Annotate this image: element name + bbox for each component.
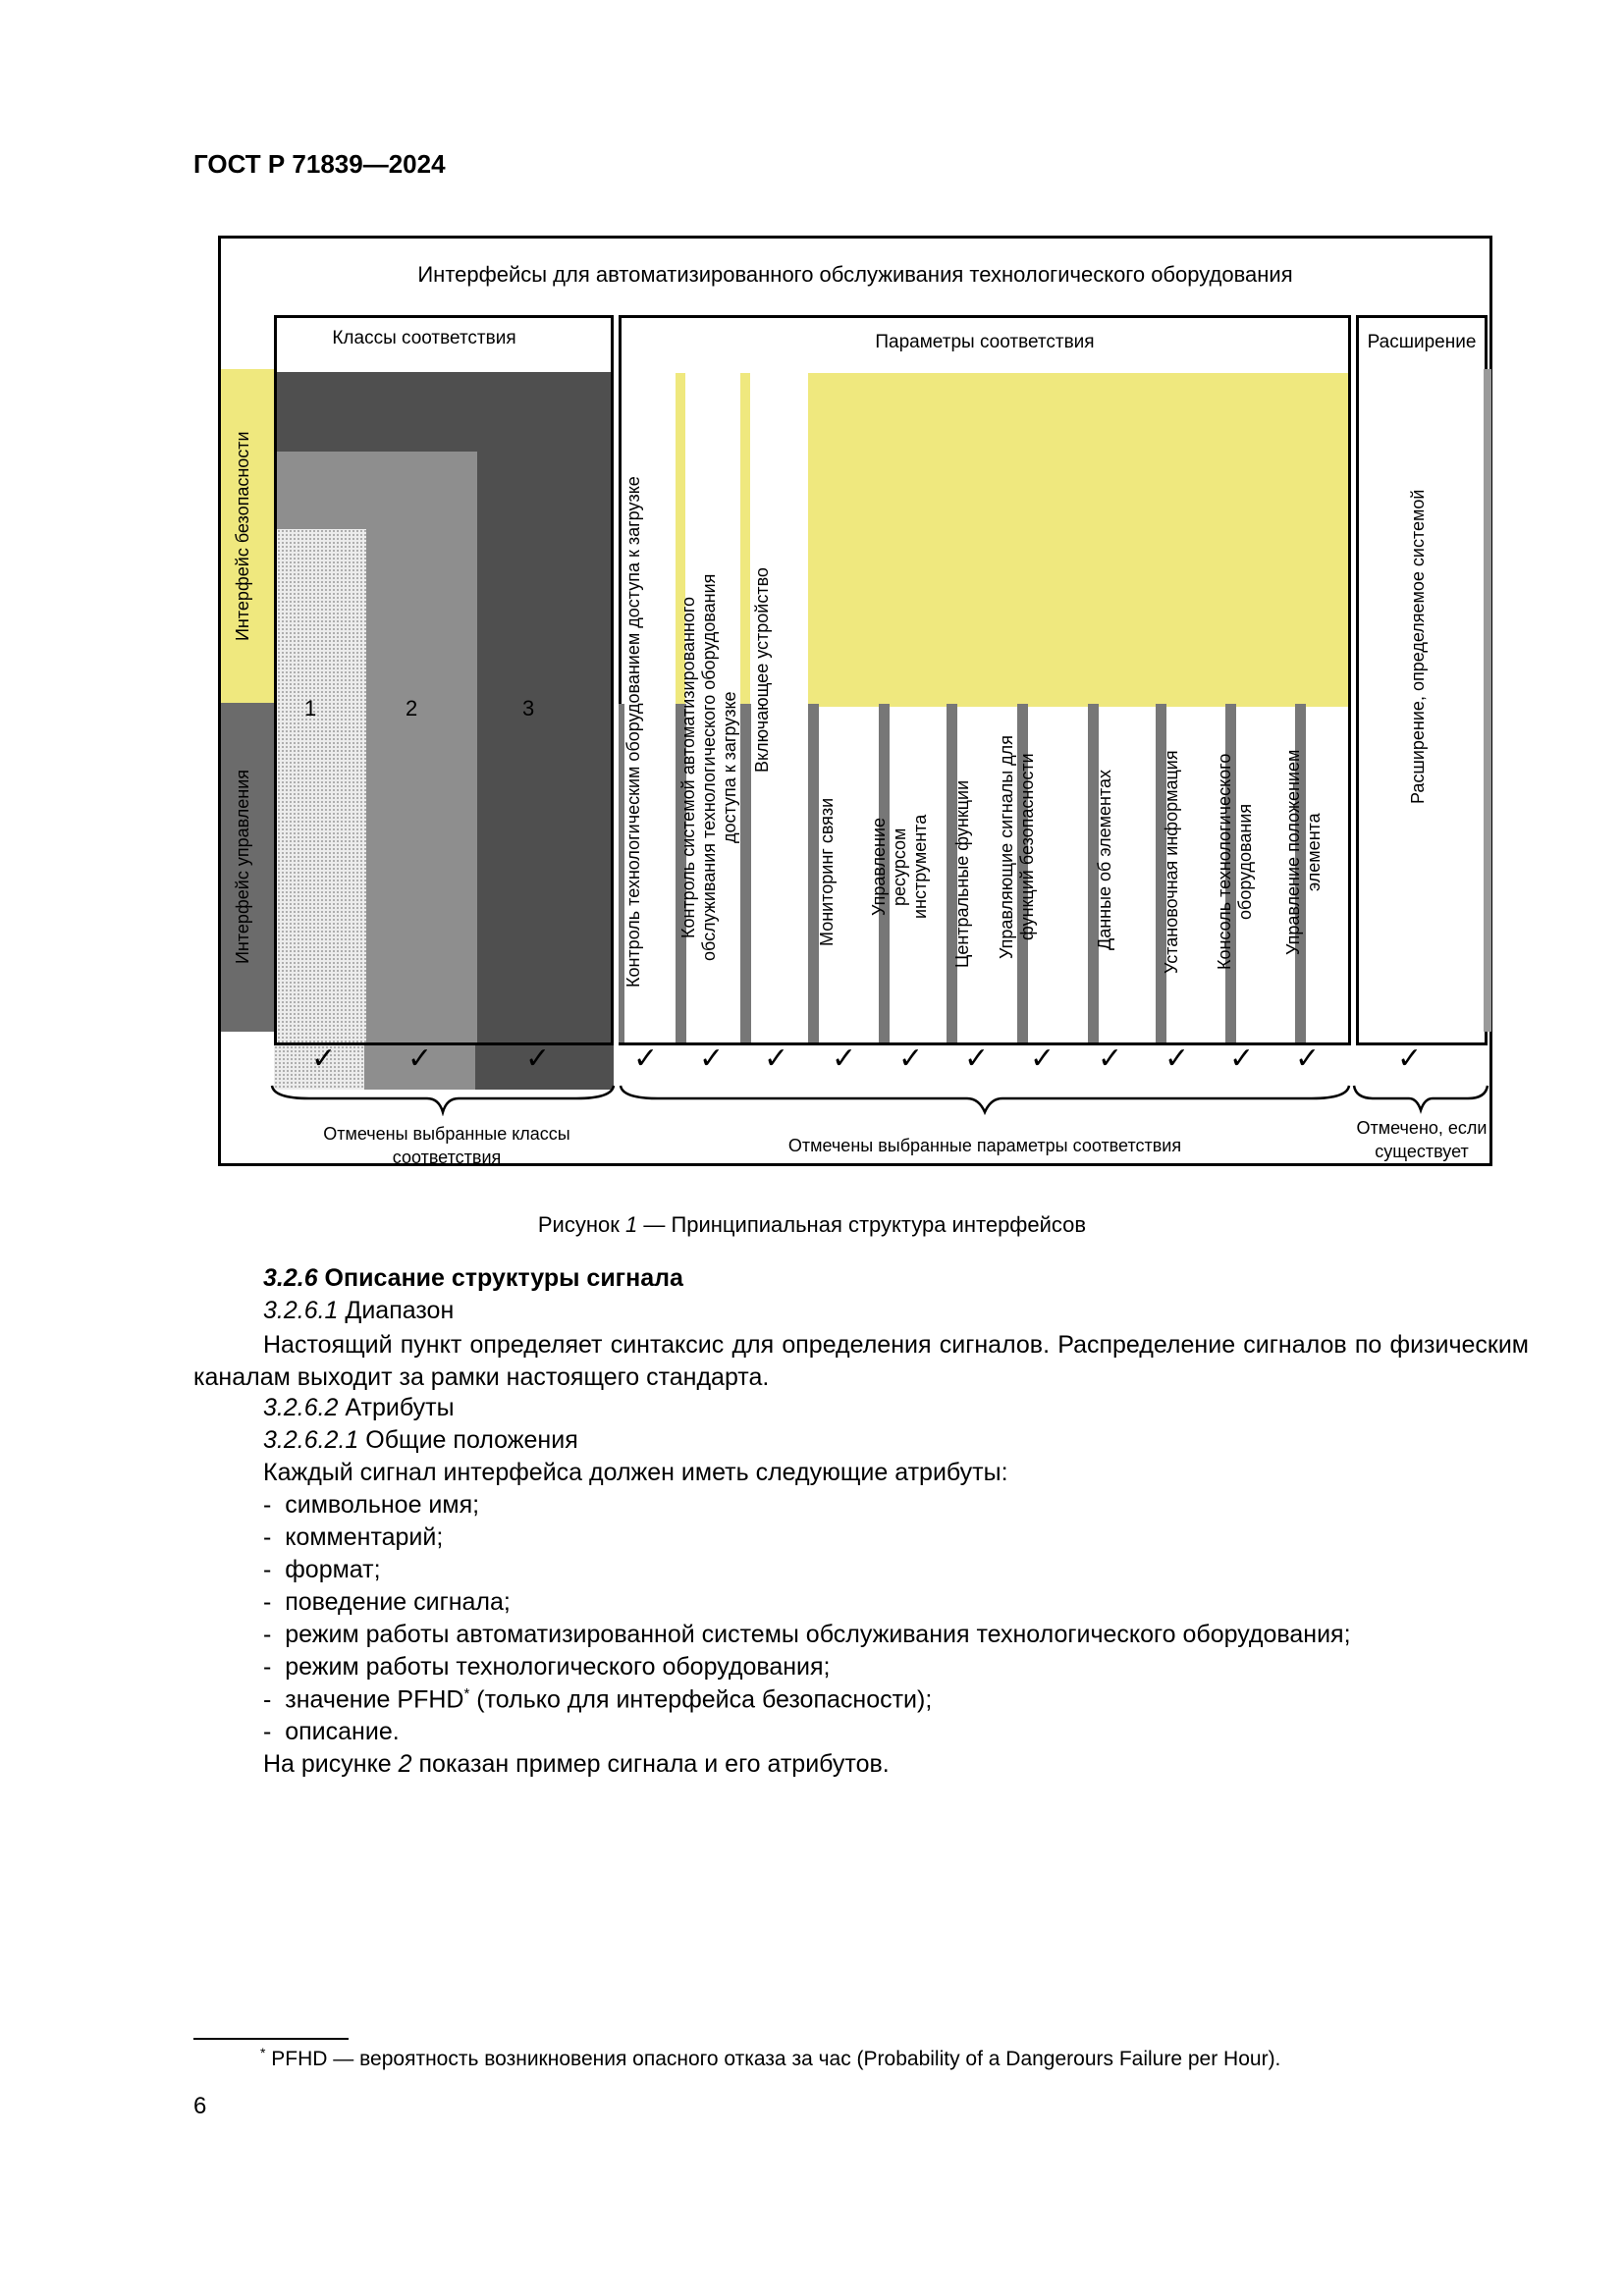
parameters-box-title: Параметры соответствия (875, 332, 1095, 352)
param-label-5: Управление ресурсом инструмента (869, 814, 930, 920)
caption-classes: Отмечены выбранные классы соответствия (323, 1124, 570, 1167)
check-mark-11: ✓ (1098, 1041, 1123, 1076)
classes-box-title: Классы соответствия (332, 328, 516, 348)
param-label-9: Установочная информация (1162, 750, 1181, 974)
check-mark-5: ✓ (699, 1041, 725, 1076)
param-bar-2 (740, 704, 751, 1042)
check-mark-4: ✓ (633, 1041, 659, 1076)
list-item: - режим работы технологического оборудования; (263, 1653, 831, 1681)
classes-box (274, 315, 614, 1045)
check-mark-1: ✓ (311, 1041, 337, 1076)
caption-extension: Отмечено, если существует (1356, 1118, 1488, 1161)
class-number-2: 2 (406, 696, 418, 721)
param-label-7: Управляющие сигналы для функций безопасности (997, 735, 1037, 959)
extension-box-title: Расширение (1367, 332, 1477, 352)
paragraph-attributes-intro: Каждый сигнал интерфейса должен иметь следующие атрибуты: (263, 1459, 1008, 1486)
param-label-4: Мониторинг связи (817, 797, 837, 946)
param-label-1: Контроль технологическим оборудованием доступа к загрузке (623, 476, 643, 988)
param-label-11: Управление положением элемента (1283, 749, 1324, 955)
check-mark-6: ✓ (764, 1041, 789, 1076)
figure-caption: Рисунок 1 — Принципиальная структура интерфейсов (537, 1212, 1087, 1237)
section-heading: 3.2.6 Описание структуры сигнала (263, 1264, 683, 1292)
subsection-range: 3.2.6.1 Диапазон (263, 1297, 455, 1324)
yellow-strip-3 (740, 373, 750, 707)
subsection-general: 3.2.6.2.1 Общие положения (263, 1426, 578, 1454)
footnote: * PFHD — вероятность возникновения опасного отказа за час (Probability of a Dangerours Failure per Hour). (260, 2045, 1281, 2070)
list-item: - поведение сигнала; (263, 1588, 511, 1616)
list-item-pfhd: - значение PFHD* (только для интерфейса безопасности); (263, 1685, 933, 1714)
class-number-1: 1 (304, 696, 317, 721)
list-item: - комментарий; (263, 1523, 444, 1551)
extension-brace (1352, 1083, 1489, 1116)
check-mark-13: ✓ (1229, 1041, 1255, 1076)
yellow-block (808, 373, 1348, 707)
param-label-6: Центральные функции (952, 779, 972, 969)
check-mark-8: ✓ (898, 1041, 924, 1076)
check-mark-10: ✓ (1030, 1041, 1056, 1076)
extension-box (1356, 315, 1488, 1045)
footnote-divider (193, 2038, 349, 2040)
check-mark-2: ✓ (407, 1041, 433, 1076)
check-mark-15: ✓ (1397, 1041, 1423, 1076)
check-mark-14: ✓ (1295, 1041, 1321, 1076)
paragraph-figure-ref: На рисунке 2 показан пример сигнала и его атрибутов. (263, 1750, 890, 1778)
caption-params: Отмечены выбранные параметры соответствия (787, 1136, 1182, 1155)
document-header: ГОСТ Р 71839—2024 (193, 149, 446, 179)
paragraph-range: Настоящий пункт определяет синтаксис для определения сигналов. Распределение сигналов по физическим каналам выходит за рамки настоящего стандарта. (193, 1331, 1529, 1391)
classes-brace (270, 1083, 616, 1116)
extension-side-strip (1484, 369, 1491, 1032)
parameters-brace (619, 1083, 1351, 1116)
safety-interface-label: Интерфейс безопасности (233, 431, 252, 641)
param-label-3: Включающее устройство (752, 567, 772, 774)
page-number: 6 (193, 2093, 207, 2119)
list-item: - формат; (263, 1556, 381, 1583)
figure-title: Интерфейсы для автоматизированного обслуживания технологического оборудования (417, 262, 1293, 287)
control-interface-label: Интерфейс управления (233, 770, 252, 965)
class-number-3: 3 (522, 696, 535, 721)
param-label-10: Консоль технологического оборудования (1215, 753, 1255, 970)
check-mark-12: ✓ (1164, 1041, 1190, 1076)
class-1-area (277, 529, 366, 1042)
interface-structure-figure (218, 236, 1492, 1166)
param-label-2: Контроль системой автоматизированного обслуживания технологического оборудования доступа к загрузке (678, 573, 739, 962)
check-mark-3: ✓ (525, 1041, 551, 1076)
extension-label: Расширение, определяемое системой (1408, 489, 1428, 805)
check-mark-9: ✓ (964, 1041, 990, 1076)
list-item: - символьное имя; (263, 1491, 480, 1519)
param-label-8: Данные об элементах (1095, 769, 1114, 950)
check-mark-7: ✓ (832, 1041, 857, 1076)
list-item: - режим работы автоматизированной системы обслуживания технологического оборудования; (263, 1621, 1351, 1648)
subsection-attributes: 3.2.6.2 Атрибуты (263, 1394, 455, 1421)
list-item-description: - описание. (263, 1718, 400, 1745)
